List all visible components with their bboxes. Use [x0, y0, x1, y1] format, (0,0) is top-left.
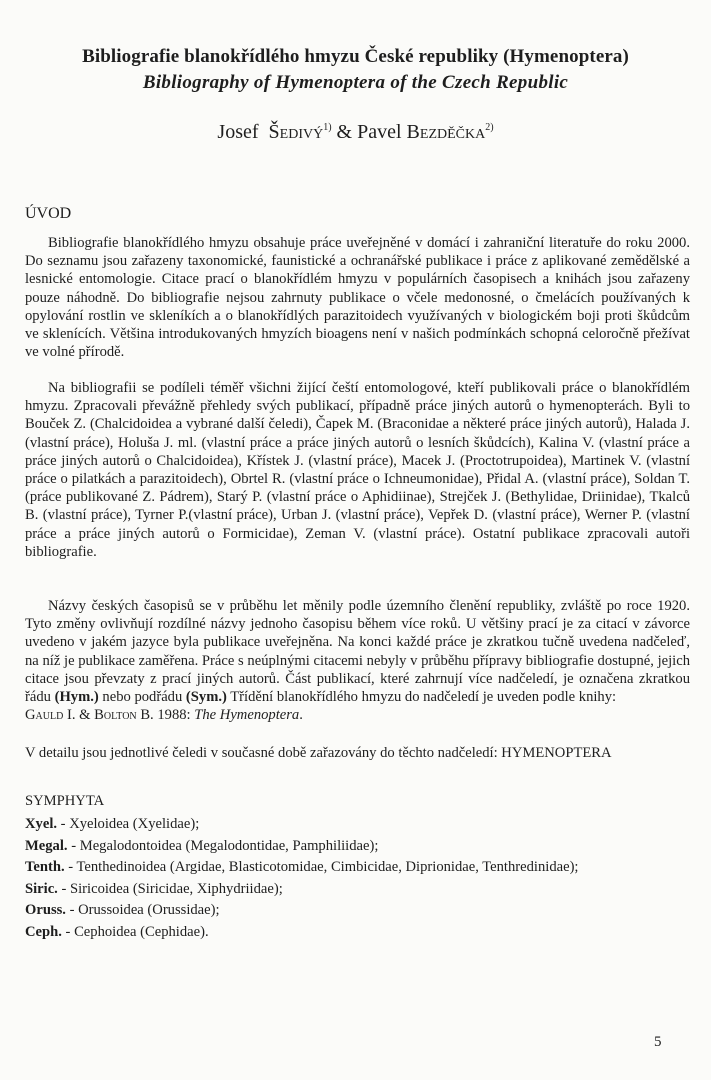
- section-heading: ÚVOD: [25, 205, 72, 222]
- reference-line: [25, 706, 690, 724]
- item-text: - Tenthedinoidea (Argidae, Blasticotomidae, Cimbicidae, Diprionidae, Tenthredinidae);: [64, 859, 579, 875]
- abbr: Megal.: [25, 837, 68, 854]
- ref-end: .: [299, 707, 303, 724]
- author-1-first: Josef: [217, 121, 259, 143]
- ref-mid: I. &: [63, 707, 95, 724]
- ref-author-2: Bolton: [94, 707, 137, 724]
- author-2-last: Bezděčka: [406, 121, 486, 143]
- superfamily-list: [25, 814, 578, 943]
- paragraph-journals: [25, 597, 690, 724]
- abbr-hym: (Hym.): [54, 689, 99, 706]
- text-end: Třídění blanokřídlého hmyzu do nadčeledí je uveden podle knihy:: [226, 689, 617, 706]
- page-number: 5: [654, 1034, 662, 1050]
- author-1-affiliation: 1): [323, 122, 332, 133]
- author-1-last: Šedivý: [268, 121, 324, 143]
- list-item: [25, 857, 578, 879]
- paragraph-contributors: [25, 379, 690, 561]
- ref-year: B. 1988:: [136, 707, 195, 724]
- item-text: - Cephoidea (Cephidae).: [61, 923, 209, 940]
- paragraph-text: [25, 597, 690, 706]
- list-item: [25, 879, 578, 901]
- title-english: Bibliography of Hymenoptera of the Czech Republic: [142, 72, 569, 93]
- paragraph-text-start: Názvy českých časopisů se v průběhu let měnily podle územního členění republiky, zvláště po roce 1920. Tyto změny ovlivňují rozdílné názvy jednoho časopisu během více roků. U většiny prací je za citací v závorce uvedeno v jakém jazyce byla publikace uveřejněna. Na konci každé práce je zkratkou tučně uvedena nadčeleď, na níž je publikace zaměřena. Práce s neúplnými citacemi nebyly v průběhu přípravy bibliografie dostupné, jejich citace jsou převzaty z prací jiných autorů. Část publikací, které zahrnují více nadčeledí, je označena zkratkou řádu: [25, 598, 690, 706]
- title-czech: Bibliografie blanokřídlého hmyzu České republiky (Hymenoptera): [82, 46, 629, 67]
- list-item: [25, 922, 578, 944]
- list-item: [25, 900, 578, 922]
- abbr: Oruss.: [25, 902, 66, 918]
- author-separator: &: [336, 121, 353, 143]
- author-2-first: Pavel: [357, 121, 402, 143]
- detail-line: V detailu jsou jednotlivé čeledi v současné době zařazovány do těchto nadčeledí: HYMENOPTERA: [25, 745, 612, 761]
- item-text: - Siricoidea (Siricidae, Xiphydriidae);: [57, 880, 283, 897]
- abbr: Tenth.: [25, 859, 65, 875]
- paragraph-text: Na bibliografii se podíleli téměř všichni žijící čeští entomologové, kteří publikovali práce o blanokřídlém hmyzu. Zpracovali převážně přehledy svých publikací, případně práce jiných autorů o hymenopterách. Byli to Bouček Z. (Chalcidoidea a vybrané další čeledi), Čapek M. (Braconidae a některé práce jiných autorů), Halada J. (vlastní práce), Holuša J. ml. (vlastní práce a práce jiných autorů o lesních škůdcích), Kalina V. (vlastní práce a práce jiných autorů o Chalcidoidea), Křístek J. (vlastní práce), Macek J. (Proctotrupoidea), Martinek V. (vlastní práce o pilatkách a parazitoidech), Obrtel R. (vlastní práce o Ichneumonidae), Přidal A. (vlastní práce), Soldan T. (práce publikované Z. Pádrem), Starý P. (vlastní práce o Aphidiinae), Strejček J. (Bethylidae, Driinidae), Tkalců B. (vlastní práce), Tyrner P.(vlastní práce), Urban J. (vlastní práce), Vepřek D. (vlastní práce), Werner P. (vlastní práce a práce jiných autorů o Formicidae), Zeman V. (vlastní práce). Ostatní publikace zpracovali autoři bibliografie.: [25, 380, 690, 560]
- abbr: Xyel.: [25, 816, 58, 832]
- paragraph-intro: [25, 234, 690, 361]
- authors-line: [0, 121, 711, 144]
- group-title: SYMPHYTA: [25, 793, 105, 809]
- abbr: Siric.: [25, 880, 58, 897]
- abbr-sym: (Sym.): [185, 689, 227, 706]
- author-2-affiliation: 2): [485, 122, 494, 133]
- ref-title: The Hymenoptera: [194, 707, 300, 724]
- ref-author-1: Gauld: [25, 707, 64, 724]
- item-text: - Orussoidea (Orussidae);: [65, 902, 220, 918]
- text-mid: nebo podřádu: [98, 689, 186, 706]
- list-item: [25, 814, 578, 836]
- abbr: Ceph.: [25, 923, 62, 940]
- item-text: - Megalodontoidea (Megalodontidae, Pamphiliidae);: [67, 837, 379, 854]
- list-item: [25, 836, 578, 858]
- item-text: - Xyeloidea (Xyelidae);: [57, 816, 200, 832]
- paragraph-text: Bibliografie blanokřídlého hmyzu obsahuje práce uveřejněné v domácí i zahraniční literatuře do roku 2000. Do seznamu jsou zařazeny taxonomické, faunistické a ochranářské publikace i práce z aplikované zemědělské a lesnické entomologie. Citace prací o blanokřídlém hmyzu v populárních časopisech a knihách jsou zařazeny pouze náhodně. Do bibliografie nejsou zahrnuty publikace o včele medonosné, o čmelácích používaných k opylování rostlin ve skleníkích a o blanokřídlých parazitoidech využívaných v biologickém boji proti škůdcům ve sklenících. Většina introdukovaných hmyzích bioagens není v našich podmínkách schopná celoročně přežívat ve volné přírodě.: [25, 235, 690, 361]
